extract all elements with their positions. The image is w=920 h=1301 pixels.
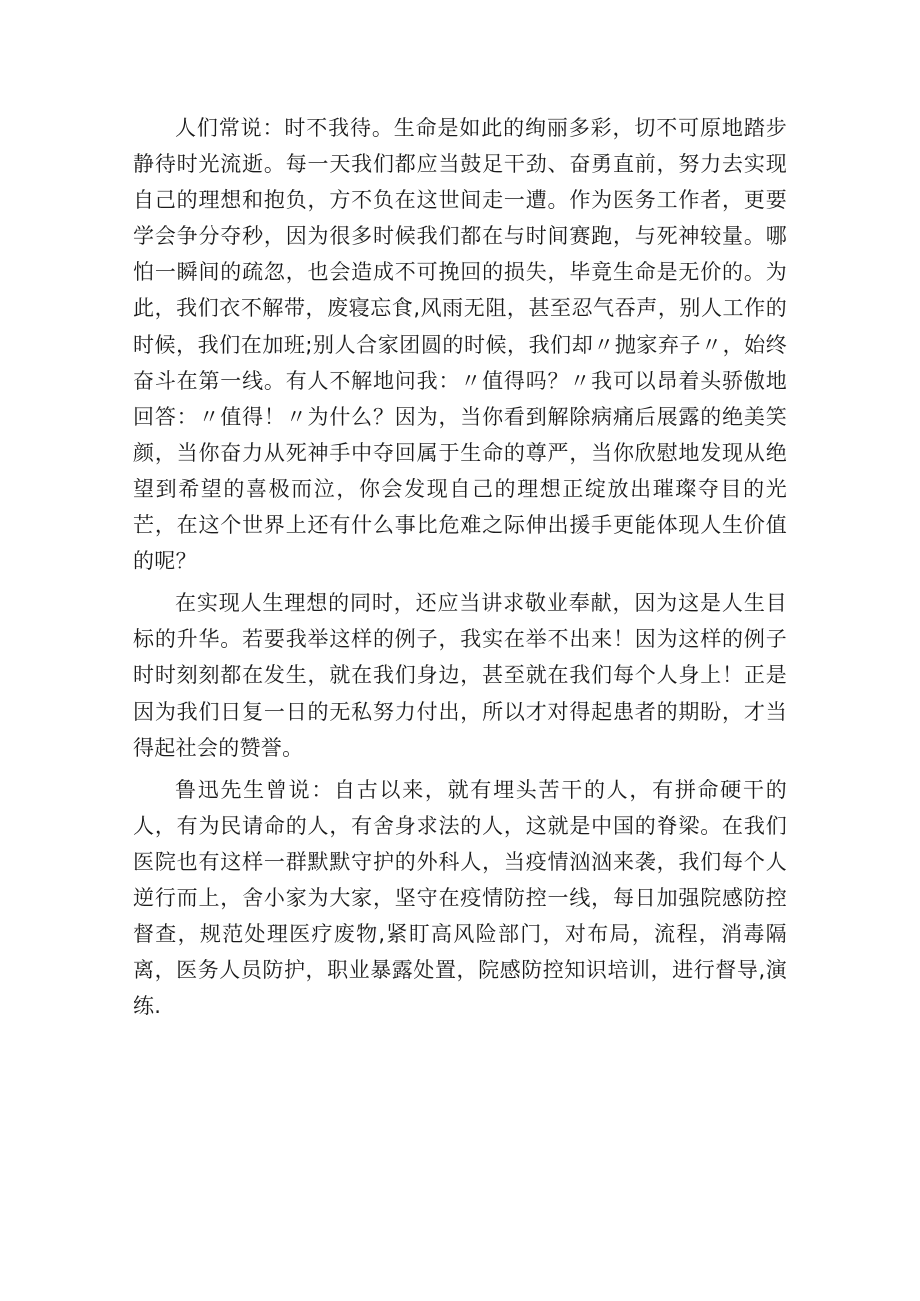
paragraph-2: 在实现人生理想的同时，还应当讲求敬业奉献，因为这是人生目标的升华。若要我举这样的例子，我实在举不出来！因为这样的例子时时刻刻都在发生，就在我们身边，甚至就在我们每个人身上！正是因为我们日复一日的无私努力付出，所以才对得起患者的期盼，才当得起社会的赞誉。 (133, 591, 787, 760)
paragraph-3: 鲁迅先生曾说：自古以来，就有埋头苦干的人，有拼命硬干的人，有为民请命的人，有舍身求法的人，这就是中国的脊梁。在我们医院也有这样一群默默守护的外科人，当疫情汹汹来袭，我们每个人逆行而上，舍小家为大家，坚守在疫情防控一线，每日加强院感防控督查，规范处理医疗废物,紧盯高风险部门，对布局，流程，消毒隔离，医务人员防护，职业暴露处置，院感防控知识培训，进行督导,演练. (133, 777, 787, 1019)
document-body (133, 110, 787, 1030)
paragraph-1: 人们常说：时不我待。生命是如此的绚丽多彩，切不可原地踏步静待时光流逝。每一天我们都应当鼓足干劲、奋勇直前，努力去实现自己的理想和抱负，方不负在这世间走一遭。作为医务工作者，更要学会争分夺秒，因为很多时候我们都在与时间赛跑，与死神较量。哪怕一瞬间的疏忽，也会造成不可挽回的损失，毕竟生命是无价的。为此，我们衣不解带，废寝忘食,风雨无阻，甚至忍气吞声，别人工作的时候，我们在加班;别人合家团圆的时候，我们却〃抛家弃子〃，始终奋斗在第一线。有人不解地问我：〃值得吗？〃我可以昂着头骄傲地回答：〃值得！〃为什么？因为，当你看到解除病痛后展露的绝美笑颜，当你奋力从死神手中夺回属于生命的尊严，当你欣慰地发现从绝望到希望的喜极而泣，你会发现自己的理想正绽放出璀璨夺目的光芒，在这个世界上还有什么事比危难之际伸出援手更能体现人生价值的呢？ (133, 116, 787, 574)
